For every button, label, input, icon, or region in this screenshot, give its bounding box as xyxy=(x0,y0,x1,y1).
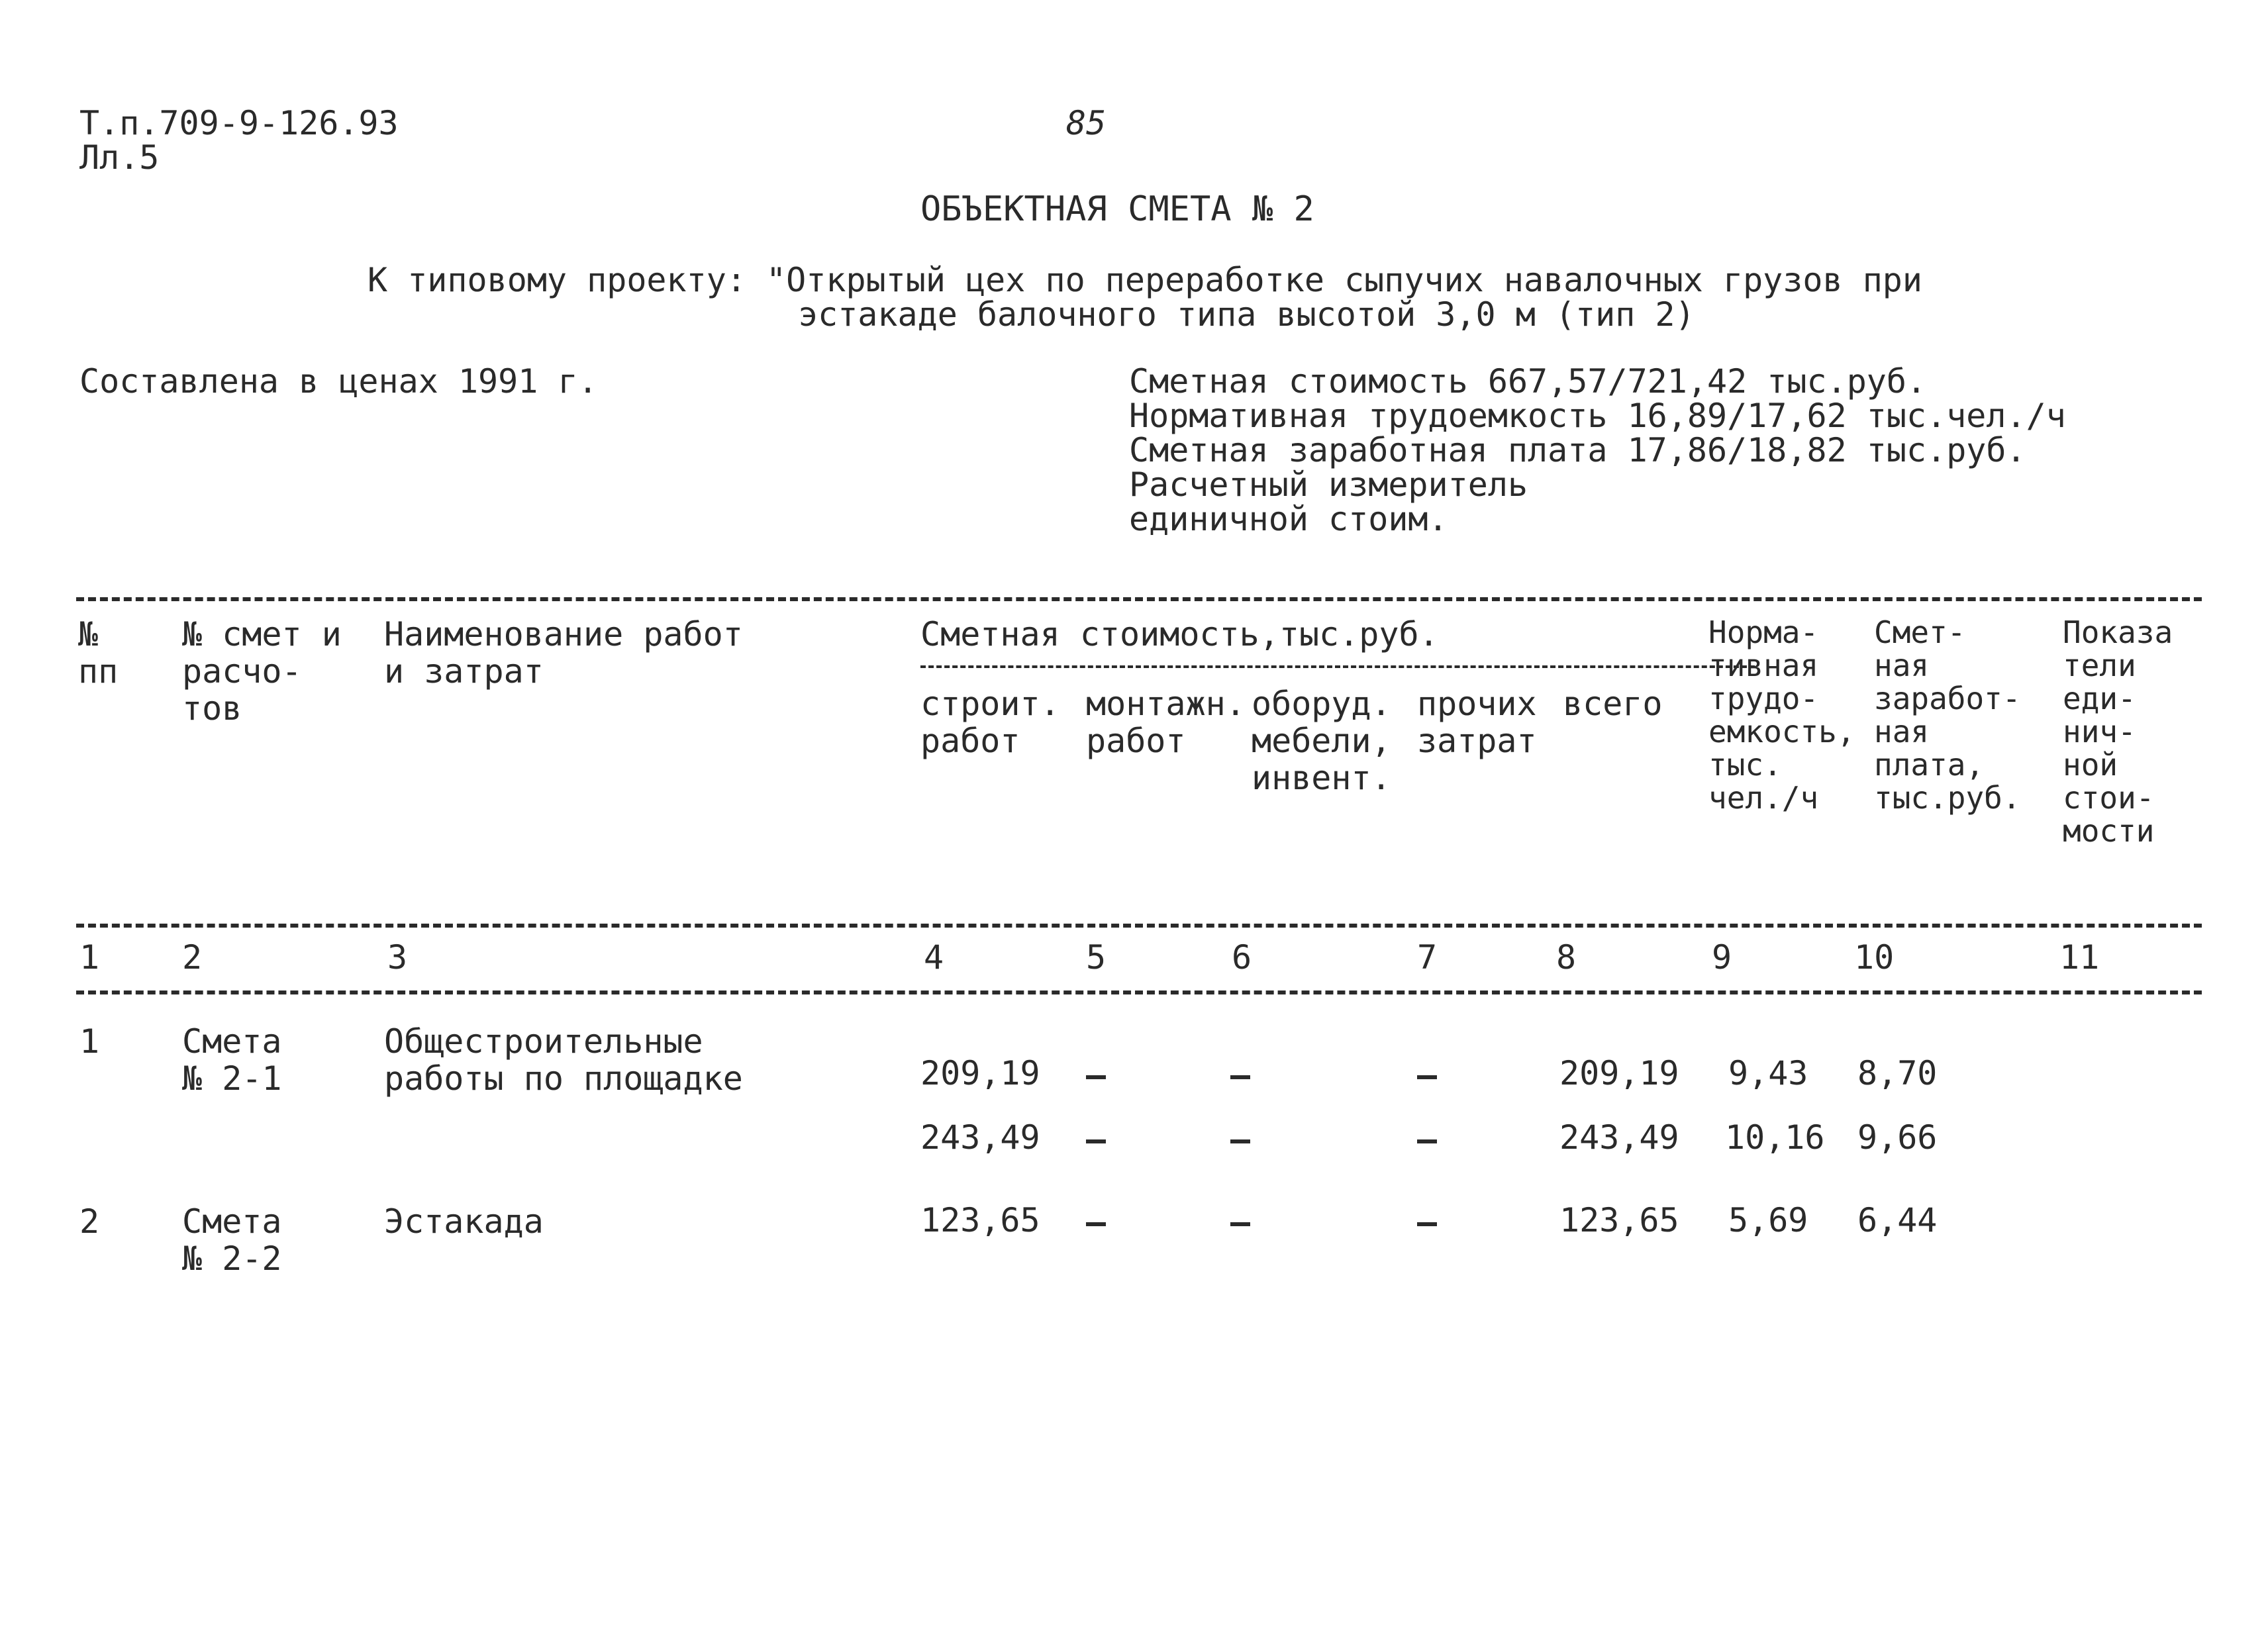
header-col-wage: Смет- ная заработ- ная плата, тыс.руб. xyxy=(1874,614,2021,816)
cell-total: 243,49 xyxy=(1559,1118,1679,1157)
cell-wage: 8,70 xyxy=(1857,1054,1938,1092)
table-top-rule xyxy=(76,597,2202,601)
group-header-rule xyxy=(920,665,1755,668)
header-cost-group: Сметная стоимость,тыс.руб. xyxy=(920,615,1439,653)
header-col-total: всего xyxy=(1563,685,1663,723)
header-col-mount: монтажн. работ xyxy=(1086,685,1246,760)
cell-total: 209,19 xyxy=(1559,1054,1679,1092)
summary-meter-2: единичной стоим. xyxy=(1129,500,1448,538)
cell-build: 243,49 xyxy=(920,1118,1040,1157)
cell-labor: 5,69 xyxy=(1728,1201,1808,1239)
subtitle-line-2: эстакаде балочного типа высотой 3,0 м (тип 2) xyxy=(798,295,1695,334)
column-number: 7 xyxy=(1417,938,1438,977)
header-col-build: строит. работ xyxy=(920,685,1060,760)
column-number: 11 xyxy=(2059,938,2100,977)
row-estimate: Смета № 2-1 xyxy=(182,1022,282,1098)
row-name: Общестроительные работы по площадке xyxy=(384,1022,743,1098)
column-number: 1 xyxy=(79,938,100,977)
column-number: 2 xyxy=(182,938,203,977)
cell-labor: 10,16 xyxy=(1725,1118,1825,1157)
cell-wage: 6,44 xyxy=(1857,1201,1938,1239)
header-col-labor: Норма- тивная трудо- емкость, тыс. чел./ч xyxy=(1708,614,1855,816)
header-col-equip: оборуд. мебели, инвент. xyxy=(1252,685,1391,797)
summary-cost: Сметная стоимость 667,57/721,42 тыс.руб. xyxy=(1129,362,1927,401)
summary-wage: Сметная заработная плата 17,86/18,82 тыс.руб. xyxy=(1129,431,2026,469)
header-bottom-rule xyxy=(76,924,2202,928)
cell-build: 209,19 xyxy=(920,1054,1040,1092)
header-col-name: Наименование работ и затрат xyxy=(384,615,743,691)
cell-labor: 9,43 xyxy=(1728,1054,1808,1092)
cell-other-dash xyxy=(1417,1075,1437,1079)
header-col-number: № пп xyxy=(78,615,119,691)
column-number: 8 xyxy=(1556,938,1577,977)
summary-labor: Нормативная трудоемкость 16,89/17,62 тыс.чел./ч xyxy=(1129,397,2066,435)
column-number: 10 xyxy=(1854,938,1895,977)
cell-equip-dash xyxy=(1230,1075,1250,1079)
column-number: 5 xyxy=(1086,938,1107,977)
prices-note: Составлена в ценах 1991 г. xyxy=(79,362,598,401)
cell-equip-dash xyxy=(1230,1222,1250,1226)
cell-other-dash xyxy=(1417,1139,1437,1143)
cell-mount-dash xyxy=(1086,1222,1106,1226)
cell-wage: 9,66 xyxy=(1857,1118,1938,1157)
subtitle-line-1: К типовому проекту: "Открытый цех по переработке сыпучих навалочных грузов при xyxy=(368,261,1922,299)
header-col-other: прочих затрат xyxy=(1417,685,1537,760)
column-number: 4 xyxy=(924,938,944,977)
column-number: 9 xyxy=(1712,938,1732,977)
cell-mount-dash xyxy=(1086,1139,1106,1143)
document-title: ОБЪЕКТНАЯ СМЕТА № 2 xyxy=(920,189,1314,229)
cell-equip-dash xyxy=(1230,1139,1250,1143)
sheet-label: Лл.5 xyxy=(79,138,160,177)
cell-total: 123,65 xyxy=(1559,1201,1679,1239)
summary-meter: Расчетный измеритель xyxy=(1129,465,1528,504)
document-code: Т.п.709-9-126.93 xyxy=(79,104,399,142)
header-col-estimate: № смет и расчо- тов xyxy=(182,615,342,728)
cell-build: 123,65 xyxy=(920,1201,1040,1239)
header-col-indicators: Показа тели еди- нич- ной стои- мости xyxy=(2063,614,2173,849)
row-number: 2 xyxy=(79,1202,100,1241)
cell-other-dash xyxy=(1417,1222,1437,1226)
row-name: Эстакада xyxy=(384,1202,544,1241)
page-number: 85 xyxy=(1066,104,1107,142)
column-number: 6 xyxy=(1232,938,1252,977)
column-number: 3 xyxy=(387,938,408,977)
row-number: 1 xyxy=(79,1022,100,1061)
cell-mount-dash xyxy=(1086,1075,1106,1079)
column-numbers-rule xyxy=(76,990,2202,994)
row-estimate: Смета № 2-2 xyxy=(182,1202,282,1278)
